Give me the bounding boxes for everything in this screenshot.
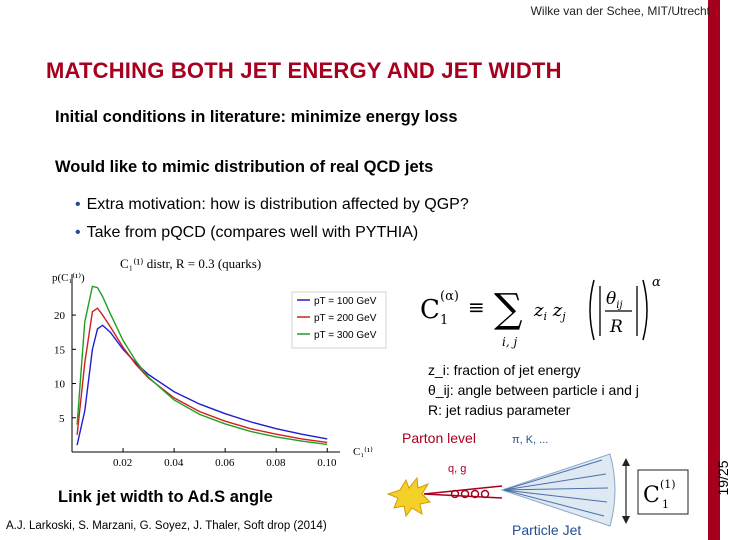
legend-label: pT = 200 GeV xyxy=(314,313,377,324)
hadrons-label: π, K, ... xyxy=(512,434,549,446)
formula-c: C xyxy=(420,295,440,325)
chart-title: C₁⁽¹⁾ distr, R = 0.3 (quarks) xyxy=(120,256,262,271)
jet-width-formula xyxy=(400,270,668,352)
statement-mimic-qcd: Would like to mimic distribution of real QCD jets xyxy=(55,158,434,176)
formula-definitions xyxy=(428,360,639,420)
series-line xyxy=(77,325,327,445)
jet-width-distribution-chart xyxy=(40,252,385,477)
link-statement: Link jet width to Ad.S angle xyxy=(58,488,273,506)
particle-jet-label: Particle Jet xyxy=(512,522,582,538)
y-tick-label: 5 xyxy=(59,412,65,425)
slide-title: MATCHING BOTH JET ENERGY AND JET WIDTH xyxy=(46,58,562,83)
formula-superscript: (α) xyxy=(440,289,459,304)
chart-series xyxy=(77,286,327,445)
bullet-text: Take from pQCD (compares well with PYTHIA) xyxy=(86,224,419,241)
c1-label: C xyxy=(643,483,660,508)
bullet-item xyxy=(75,196,469,214)
y-tick-label: 10 xyxy=(54,378,65,391)
series-line xyxy=(77,286,327,444)
parton-level-diagram xyxy=(382,430,692,540)
x-tick-label: 0.08 xyxy=(266,457,286,469)
y-tick-label: 20 xyxy=(54,310,65,323)
bullet-text: Extra motivation: how is distribution affected by QGP? xyxy=(86,196,469,213)
arrow-head-top xyxy=(622,458,630,466)
formula-left-paren xyxy=(590,280,594,340)
x-axis-label: C₁⁽¹⁾ xyxy=(353,446,373,458)
chart-legend xyxy=(292,292,386,348)
definition-item: R: jet radius parameter xyxy=(428,402,571,418)
x-tick-label: 0.10 xyxy=(317,457,337,469)
collision-star-icon xyxy=(388,478,430,516)
statement-initial-conditions: Initial conditions in literature: minimize energy loss xyxy=(55,108,458,126)
author-header: Wilke van der Schee, MIT/Utrecht xyxy=(530,4,710,18)
formula-sum-index: i, j xyxy=(502,335,518,349)
formula-equiv: ≡ xyxy=(468,295,485,319)
formula-right-paren xyxy=(643,280,647,340)
definition-item: θ_ij: angle between particle i and j xyxy=(428,382,639,398)
y-axis-label: p(C₁⁽¹⁾) xyxy=(52,272,85,284)
formula-exponent: α xyxy=(652,275,661,290)
x-tick-label: 0.04 xyxy=(164,457,184,469)
bullet-marker: • xyxy=(75,224,81,241)
series-line xyxy=(77,308,327,442)
formula-zz: $z_i$ $z_j$ xyxy=(534,300,566,323)
legend-label: pT = 300 GeV xyxy=(314,330,377,341)
x-tick-label: 0.02 xyxy=(113,457,133,469)
partons-label: q, g xyxy=(448,463,467,475)
formula-sum: ∑ xyxy=(494,286,523,332)
bullet-item xyxy=(75,224,418,242)
parton-level-label: Parton level xyxy=(402,430,476,446)
page-number: 19/25 xyxy=(715,460,731,496)
legend-label: pT = 100 GeV xyxy=(314,296,377,307)
formula-r: R xyxy=(610,317,623,337)
c1-label-sup: (1) xyxy=(660,478,676,491)
definition-item: z_i: fraction of jet energy xyxy=(428,362,581,378)
c1-label-sub: 1 xyxy=(662,498,669,511)
parton-line xyxy=(424,486,502,494)
citation: A.J. Larkoski, S. Marzani, G. Soyez, J. Thaler, Soft drop (2014) xyxy=(6,520,327,532)
formula-subscript: 1 xyxy=(440,313,449,328)
arrow-head-bottom xyxy=(622,516,630,524)
bullet-marker: • xyxy=(75,196,81,213)
y-tick-label: 15 xyxy=(54,344,65,357)
x-tick-label: 0.06 xyxy=(215,457,235,469)
formula-theta: $\theta_{ij}$ xyxy=(606,289,623,311)
